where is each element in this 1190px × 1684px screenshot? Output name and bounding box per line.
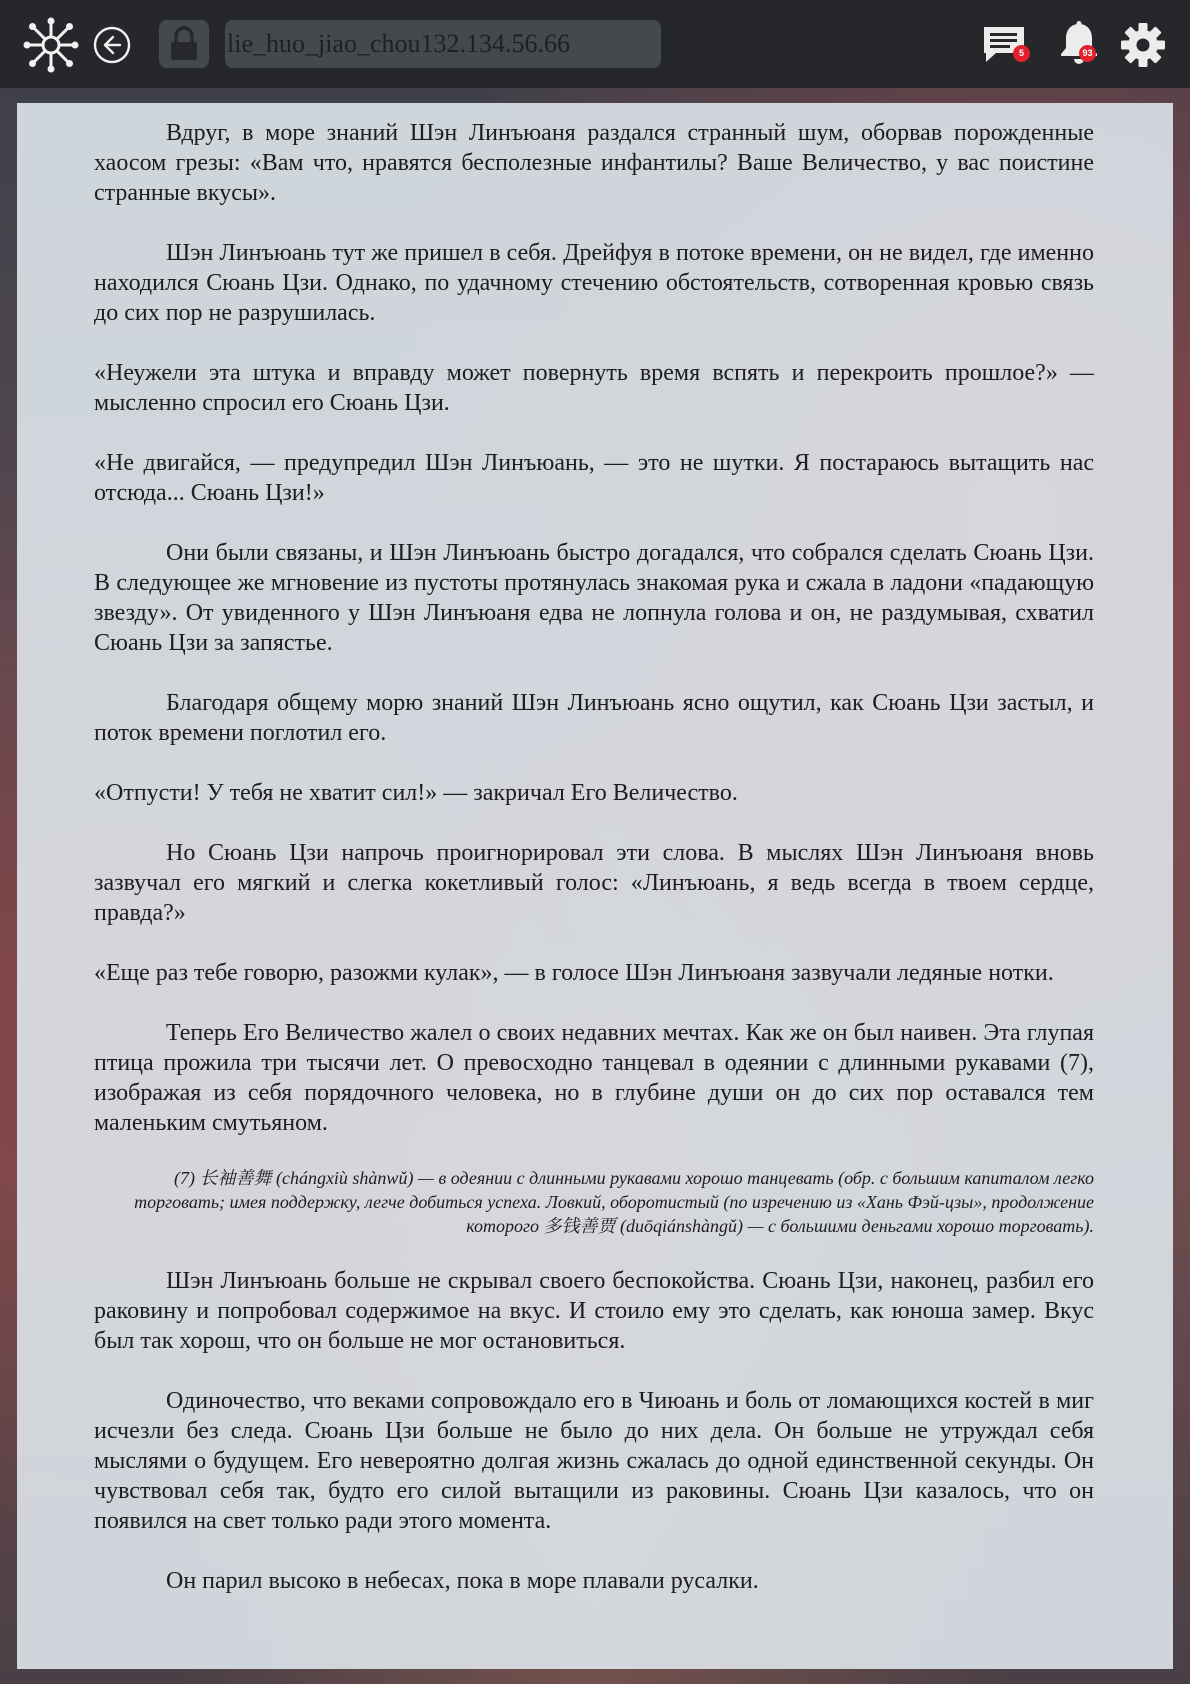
paragraph: Но Сюань Цзи напрочь проигнорировал эти слова. В мыслях Шэн Линъюаня вновь зазвучал его мягкий и слегка кокетливый голос: «Линъюань, я ведь всегда в твоем сердце, правда?» (94, 840, 1094, 926)
paragraph: Шэн Линъюань больше не скрывал своего беспокойства. Сюань Цзи, наконец, разбил его раковину и попробовал содержимое на вкус. И стоило ему это сделать, как юноша замер. Вкус был так хорош, что он больше не мог остановиться. (94, 1268, 1094, 1354)
back-button[interactable] (92, 25, 132, 65)
paragraph: «Еще раз тебе говорю, разожми кулак», — в голосе Шэн Линъюаня зазвучали ледяные нотки. (94, 960, 1054, 986)
lock-icon (167, 26, 201, 62)
paragraph: Вдруг, в море знаний Шэн Линъюаня раздался странный шум, оборвав порожденные хаосом грезы: «Вам что, нравятся бесполезные инфантилы? Ваше Величество, у вас поистине странные вкусы». (94, 120, 1094, 206)
gear-icon (1120, 22, 1166, 68)
paragraph: Благодаря общему морю знаний Шэн Линъюань ясно ощутил, как Сюань Цзи застыл, и поток времени поглотил его. (94, 690, 1094, 746)
reader-page (17, 103, 1173, 1669)
lock-button[interactable] (159, 20, 209, 68)
paragraph: Он парил высоко в небесах, пока в море плавали русалки. (166, 1568, 759, 1594)
notifications-button[interactable] (1054, 18, 1104, 68)
top-toolbar (0, 0, 1190, 88)
paragraph: Шэн Линъюань тут же пришел в себя. Дрейфуя в потоке времени, он не видел, где именно находился Сюань Цзи. Однако, по удачному стечению обстоятельств, сотворенная кровью связь до сих пор не разрушилась. (94, 240, 1094, 326)
paragraph: Они были связаны, и Шэн Линъюань быстро догадался, что собрался сделать Сюань Цзи. В следующее же мгновение из пустоты протянулась знакомая рука и сжала в ладони «падающую звезду». От увиденного у Шэн Линъюаня едва не лопнула голова и он, не раздумывая, схватил Сюань Цзи за запястье. (94, 540, 1094, 656)
messages-badge: 5 (1013, 45, 1030, 62)
paragraph: «Неужели эта штука и вправду может повернуть время вспять и перекроить прошлое?» — мысленно спросил его Сюань Цзи. (94, 360, 1094, 416)
settings-button[interactable] (1118, 20, 1168, 70)
back-arrow-icon (92, 25, 132, 65)
address-text: lie_huo_jiao_chou132.134.56.66 (227, 29, 571, 58)
address-field[interactable] (225, 20, 661, 68)
notifications-badge: 93 (1079, 45, 1096, 62)
footnote: (7) 长袖善舞 (chángxiù shànwǔ) — в одеянии с длинными рукавами хорошо танцевать (обр. с большим капиталом легко торговать; имея поддержку, легче добиться успеха. Ловкий, оборотистый (по изречению из «Хань Фэй-цзы», продолжение которого 多钱善贾 (duōqiánshàngǔ) — с большими деньгами хорошо торговать). (134, 1168, 1094, 1236)
paragraph: «Не двигайся, — предупредил Шэн Линъюань, — это не шутки. Я постараюсь вытащить нас отсюда... Сюань Цзи!» (94, 450, 1094, 506)
network-hub-icon[interactable] (22, 16, 80, 74)
paragraph: Теперь Его Величество жалел о своих недавних мечтах. Как же он был наивен. Эта глупая птица прожила три тысячи лет. О превосходно танцевал в одеянии с длинными рукавами (7), изображая из себя порядочного человека, но в глубине души он до сих пор оставался тем маленьким смутьяном. (94, 1020, 1094, 1136)
paragraph: Одиночество, что веками сопровождало его в Чиюань и боль от ломающихся костей в миг исчезли без следа. Сюань Цзи больше не было до них дела. Он больше не утруждал себя мыслями о будущем. Его невероятно долгая жизнь сжалась до одной единственной секунды. Он чувствовал себя так, будто его силой вытащили из раковины. Сюань Цзи казалось, что он появился на свет только ради этого момента. (94, 1388, 1094, 1534)
paragraph: «Отпусти! У тебя не хватит сил!» — закричал Его Величество. (94, 780, 738, 806)
